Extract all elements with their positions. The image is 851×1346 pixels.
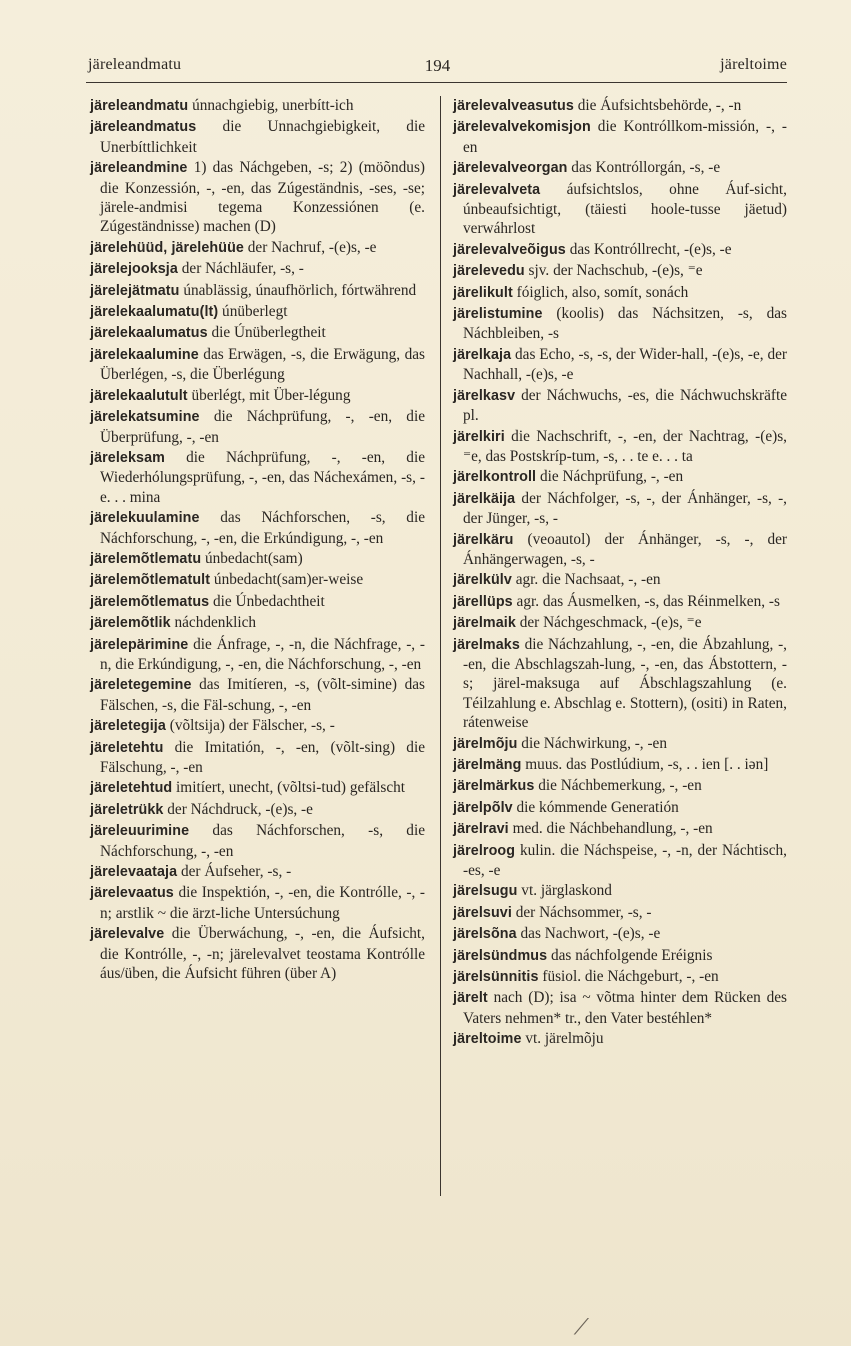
entry-headword: järelkiri bbox=[453, 428, 505, 445]
dictionary-entry bbox=[90, 883, 425, 923]
dictionary-entry bbox=[90, 716, 425, 736]
dictionary-entry bbox=[453, 613, 787, 633]
entry-headword: järelevalveõigus bbox=[453, 241, 566, 258]
entry-definition: die Inspektión, -, -en, die Kontrólle, -, -n; arstlik ~ die ärzt-liche Untersúchung bbox=[100, 884, 425, 922]
entry-definition: náchdenklich bbox=[170, 614, 257, 632]
entry-headword: järeletehtud bbox=[90, 780, 173, 797]
entry-definition: der Náchwuchs, -es, die Náchwuchskräfte pl. bbox=[463, 386, 787, 425]
entry-headword: järeltoime bbox=[453, 1031, 522, 1048]
entry-headword: järelemõtlematu bbox=[90, 550, 202, 567]
dictionary-entry bbox=[453, 427, 787, 467]
entry-definition: die Náchprüfung, -, -en bbox=[536, 468, 684, 486]
entry-headword: järelepärimine bbox=[90, 636, 189, 653]
dictionary-entry bbox=[453, 570, 787, 590]
entry-definition: die Nachschrift, -, -en, der Nachtrag, -(e)s, ⁼e, das Postskríp-tum, -s, . . te e. . . ta bbox=[463, 427, 787, 465]
entry-headword: järelsündmus bbox=[453, 947, 548, 964]
dictionary-entry bbox=[453, 635, 787, 733]
entry-headword: järelejätmatu bbox=[90, 282, 180, 299]
corner-fold-mark: ⟋ bbox=[573, 1314, 589, 1339]
dictionary-entry bbox=[90, 549, 425, 569]
left-column bbox=[90, 96, 425, 984]
entry-definition: der Áufseher, -s, - bbox=[177, 863, 292, 881]
dictionary-entry bbox=[90, 738, 425, 778]
dictionary-entry bbox=[453, 283, 787, 303]
dictionary-entry bbox=[453, 467, 787, 487]
dictionary-entry bbox=[90, 508, 425, 548]
dictionary-entry bbox=[453, 345, 787, 385]
entry-definition: die Náchwirkung, -, -en bbox=[517, 734, 667, 752]
entry-definition: das Náchforschen, -s, die Náchforschung, -, -en bbox=[100, 822, 425, 860]
dictionary-entry bbox=[90, 259, 425, 279]
dictionary-entry bbox=[453, 988, 787, 1028]
entry-headword: järeletegemine bbox=[90, 677, 192, 694]
entry-definition: únbedacht(sam)er-weise bbox=[210, 571, 364, 589]
entry-headword: järelmõju bbox=[453, 735, 518, 752]
entry-headword: järeleandmine bbox=[90, 160, 188, 177]
dictionary-entry bbox=[453, 946, 787, 966]
entry-headword: järelt bbox=[453, 990, 488, 1007]
entry-definition: der Náchfolger, -s, -, der Ánhänger, -s, -, der Jünger, -s, - bbox=[463, 489, 787, 528]
entry-headword: järelmaks bbox=[453, 636, 520, 653]
dictionary-entry bbox=[453, 117, 787, 157]
entry-headword: järelkülv bbox=[453, 572, 512, 589]
entry-definition: das Echo, -s, -s, der Wider-hall, -(e)s, -e, der Nachhall, -(e)s, -e bbox=[463, 345, 787, 384]
entry-headword: järelekuulamine bbox=[90, 510, 200, 527]
entry-headword: järelekaalutult bbox=[90, 387, 188, 404]
entry-definition: das náchfolgende Eréignis bbox=[547, 946, 713, 964]
dictionary-entry bbox=[90, 862, 425, 882]
dictionary-entry bbox=[90, 158, 425, 237]
dictionary-entry bbox=[90, 675, 425, 715]
entry-headword: järelsuvi bbox=[453, 904, 512, 921]
entry-headword: järelevalve bbox=[90, 926, 165, 943]
entry-headword: järeletrükk bbox=[90, 801, 164, 818]
entry-headword: järelevalveta bbox=[453, 181, 541, 198]
header-rule bbox=[86, 82, 787, 83]
entry-headword: järelkäru bbox=[453, 531, 514, 548]
dictionary-entry bbox=[90, 96, 425, 116]
entry-definition: 1) das Náchgeben, -s; 2) (möõndus) die Konzessión, -, -en, das Zúgeständnis, -ses, -se; järele-andmisi tegema Konzessiónen (e. Zúgeständnisse) machen (D) bbox=[100, 159, 425, 236]
entry-headword: järelemõtlematus bbox=[90, 593, 210, 610]
entry-headword: järelekaalumine bbox=[90, 346, 199, 363]
entry-headword: järeletehtu bbox=[90, 739, 164, 756]
dictionary-entry bbox=[90, 924, 425, 983]
entry-headword: järelehüüd, järelehüüe bbox=[90, 239, 244, 256]
header-last-headword: järeltoime bbox=[720, 56, 787, 73]
entry-definition: der Náchgeschmack, -(e)s, ⁼e bbox=[515, 614, 702, 632]
entry-definition: das Náchforschen, -s, die Náchforschung, -, -en, die Erkúndigung, -, -en bbox=[100, 509, 425, 547]
entry-headword: järelistumine bbox=[453, 306, 543, 323]
entry-headword: järelpõlv bbox=[453, 799, 513, 816]
dictionary-entry bbox=[453, 592, 787, 612]
dictionary-entry bbox=[453, 819, 787, 839]
dictionary-entry bbox=[453, 304, 787, 344]
entry-headword: järelravi bbox=[453, 821, 509, 838]
entry-headword: järelevedu bbox=[453, 263, 525, 280]
entry-definition: die kómmende Generatión bbox=[512, 798, 679, 816]
entry-definition: med. die Náchbehandlung, -, -en bbox=[508, 820, 713, 838]
dictionary-entry bbox=[90, 448, 425, 507]
entry-definition: die Kontróllkom-missión, -, -en bbox=[463, 118, 787, 156]
entry-definition: die Náchzahlung, -, -en, die Ábzahlung, -, -en, die Abschlagszah-lung, -, -en, das Ábstottern, -s; järel-maksuga auf Ábschlagszahlung (e. Téilzahlung e. Abschlag e. Stottern), (ositi) in Raten, rátenweise bbox=[463, 635, 787, 732]
entry-definition: agr. die Nachsaat, -, -en bbox=[511, 571, 661, 589]
entry-headword: järelevalveasutus bbox=[453, 98, 574, 114]
dictionary-entry bbox=[90, 570, 425, 590]
entry-definition: die Náchbemerkung, -, -en bbox=[534, 777, 702, 795]
page-header bbox=[88, 56, 787, 82]
entry-definition: füsiol. die Náchgeburt, -, -en bbox=[538, 968, 719, 986]
entry-definition: der Náchläufer, -s, - bbox=[177, 260, 304, 278]
dictionary-entry bbox=[453, 261, 787, 281]
dictionary-entry bbox=[453, 881, 787, 901]
entry-definition: die Áufsichtsbehörde, -, -n bbox=[573, 97, 742, 114]
entry-headword: järelekaalumatu(lt) bbox=[90, 304, 219, 321]
entry-definition: fóiglich, also, somít, sonách bbox=[512, 283, 689, 301]
dictionary-entry bbox=[453, 180, 787, 239]
entry-headword: järelekatsumine bbox=[90, 409, 200, 426]
dictionary-entry bbox=[90, 238, 425, 258]
dictionary-entry bbox=[453, 489, 787, 529]
entry-headword: järelkasv bbox=[453, 387, 516, 404]
entry-definition: das Nachwort, -(e)s, -e bbox=[516, 925, 661, 943]
entry-headword: järelsünnitis bbox=[453, 969, 539, 986]
entry-definition: únnachgiebig, unerbítt-ich bbox=[188, 97, 354, 114]
entry-headword: järelkaja bbox=[453, 346, 512, 363]
entry-definition: die Imitatión, -, -en, (võlt-sing) die Fälschung, -, -en bbox=[100, 738, 425, 776]
entry-definition: die Únbedachtheit bbox=[209, 592, 325, 610]
dictionary-entry bbox=[90, 592, 425, 612]
header-first-headword: järeleandmatu bbox=[88, 56, 182, 73]
entry-definition: únüberlegt bbox=[218, 303, 288, 321]
entry-headword: järelmärkus bbox=[453, 778, 535, 795]
entry-headword: järelikult bbox=[453, 284, 513, 301]
dictionary-entry bbox=[453, 1029, 787, 1049]
entry-headword: järelevaataja bbox=[90, 864, 178, 881]
entry-definition: vt. järglaskond bbox=[517, 882, 612, 900]
entry-definition: die Náchprüfung, -, -en, die Überprüfung, -, -en bbox=[100, 408, 425, 446]
entry-headword: järelevalvekomisjon bbox=[453, 119, 591, 136]
entry-headword: järeletegija bbox=[90, 718, 166, 735]
entry-headword: järellüps bbox=[453, 593, 513, 610]
dictionary-entry bbox=[90, 613, 425, 633]
entry-headword: järelsugu bbox=[453, 883, 518, 900]
entry-definition: únablässig, únaufhörlich, fórtwährend bbox=[179, 281, 417, 299]
dictionary-entry bbox=[453, 96, 787, 116]
entry-definition: áufsichtslos, ohne Áuf-sicht, únbeaufsichtigt, (täiesti hoole-tusse jäetud) verwáhrlost bbox=[463, 180, 787, 238]
entry-definition: agr. das Áusmelken, -s, das Réinmelken, -s bbox=[512, 592, 780, 610]
entry-definition: die Ánfrage, -, -n, die Náchfrage, -, -n, die Erkúndigung, -, -en, die Náchforschung, -, -en bbox=[100, 635, 425, 673]
entry-definition: vt. järelmõju bbox=[521, 1030, 604, 1048]
entry-definition: sjv. der Nachschub, -(e)s, ⁼e bbox=[524, 262, 703, 280]
entry-headword: järelemõtlik bbox=[90, 615, 171, 632]
entry-definition: muus. das Postlúdium, -s, . . ien [. . iən] bbox=[521, 756, 769, 773]
entry-definition: der Náchsommer, -s, - bbox=[511, 903, 652, 921]
dictionary-entry bbox=[453, 755, 787, 775]
entry-headword: järelejooksja bbox=[90, 261, 178, 278]
entry-headword: järeleuurimine bbox=[90, 823, 190, 840]
entry-definition: únbedacht(sam) bbox=[201, 549, 303, 567]
entry-headword: järeleksam bbox=[90, 449, 165, 466]
entry-definition: der Nachruf, -(e)s, -e bbox=[243, 238, 377, 256]
dictionary-entry bbox=[90, 386, 425, 406]
right-column bbox=[453, 96, 787, 1051]
dictionary-entry bbox=[90, 821, 425, 861]
entry-headword: järelkontroll bbox=[453, 469, 537, 486]
dictionary-entry bbox=[453, 841, 787, 881]
dictionary-entry bbox=[90, 345, 425, 385]
entry-definition: überlégt, mit Über-légung bbox=[187, 386, 351, 404]
dictionary-entry bbox=[90, 281, 425, 301]
dictionary-entry bbox=[453, 924, 787, 944]
entry-definition: die Únüberlegtheit bbox=[207, 324, 326, 342]
entry-headword: järelkäija bbox=[453, 490, 516, 507]
dictionary-entry bbox=[453, 776, 787, 796]
entry-headword: järelmäng bbox=[453, 757, 522, 773]
dictionary-entry bbox=[453, 158, 787, 178]
entry-headword: järelroog bbox=[453, 842, 516, 859]
entry-headword: järelevaatus bbox=[90, 885, 174, 902]
entry-definition: die Überwáchung, -, -en, die Áufsicht, die Kontrólle, -, -n; järelevalvet teostama Kontrólle áus/üben, die Áufsicht führen (über A) bbox=[100, 925, 425, 983]
entry-definition: nach (D); isa ~ võtma hinter dem Rücken des Vaters nehmen* tr., den Vater bestéhlen* bbox=[463, 989, 787, 1027]
dictionary-entry bbox=[90, 117, 425, 157]
dictionary-entry bbox=[453, 967, 787, 987]
dictionary-entry bbox=[453, 386, 787, 426]
entry-definition: imitíert, unecht, (võltsi-tud) gefälscht bbox=[172, 779, 406, 797]
entry-definition: das Kontróllrecht, -(e)s, -e bbox=[565, 240, 732, 258]
entry-definition: das Kontróllorgán, -s, -e bbox=[567, 159, 721, 177]
entry-definition: (veoautol) der Ánhänger, -s, -, der Ánhängerwagen, -s, - bbox=[463, 530, 787, 568]
entry-headword: järelmaik bbox=[453, 615, 516, 632]
entry-headword: järelekaalumatus bbox=[90, 325, 208, 342]
dictionary-entry bbox=[453, 240, 787, 260]
dictionary-entry bbox=[90, 407, 425, 447]
entry-headword: järelemõtlematult bbox=[90, 572, 211, 589]
entry-definition: das Imitíeren, -s, (võlt-simine) das Fälschen, -s, die Fäl-schung, -, -en bbox=[100, 676, 425, 714]
entry-definition: (võltsija) der Fälscher, -s, - bbox=[165, 717, 335, 735]
entry-headword: järelsõna bbox=[453, 926, 517, 943]
dictionary-entry bbox=[90, 302, 425, 322]
dictionary-entry bbox=[453, 798, 787, 818]
dictionary-entry bbox=[90, 778, 425, 798]
dictionary-entry bbox=[90, 800, 425, 820]
entry-definition: kulin. die Náchspeise, -, -n, der Náchtisch, -es, -e bbox=[463, 841, 787, 880]
entry-headword: järeleandmatus bbox=[90, 119, 197, 136]
entry-definition: das Erwägen, -s, die Erwägung, das Überlégen, -s, die Überlégung bbox=[100, 345, 425, 384]
dictionary-entry bbox=[90, 323, 425, 343]
entry-headword: järeleandmatu bbox=[90, 98, 189, 114]
page-number: 194 bbox=[424, 56, 451, 75]
dictionary-entry bbox=[453, 734, 787, 754]
dictionary-entry bbox=[453, 530, 787, 570]
entry-definition: die Unnachgiebigkeit, die Unerbíttlichkeit bbox=[100, 118, 425, 156]
dictionary-entry bbox=[90, 635, 425, 675]
entry-definition: (koolis) das Náchsitzen, -s, das Náchbleiben, -s bbox=[463, 305, 787, 343]
entry-headword: järelevalveorgan bbox=[453, 160, 568, 177]
entry-definition: die Náchprüfung, -, -en, die Wiederhólungsprüfung, -, -en, das Náchexámen, -s, - e. . . mina bbox=[100, 448, 425, 506]
entry-definition: der Náchdruck, -(e)s, -e bbox=[163, 800, 313, 818]
column-divider bbox=[440, 96, 441, 1196]
dictionary-entry bbox=[453, 903, 787, 923]
